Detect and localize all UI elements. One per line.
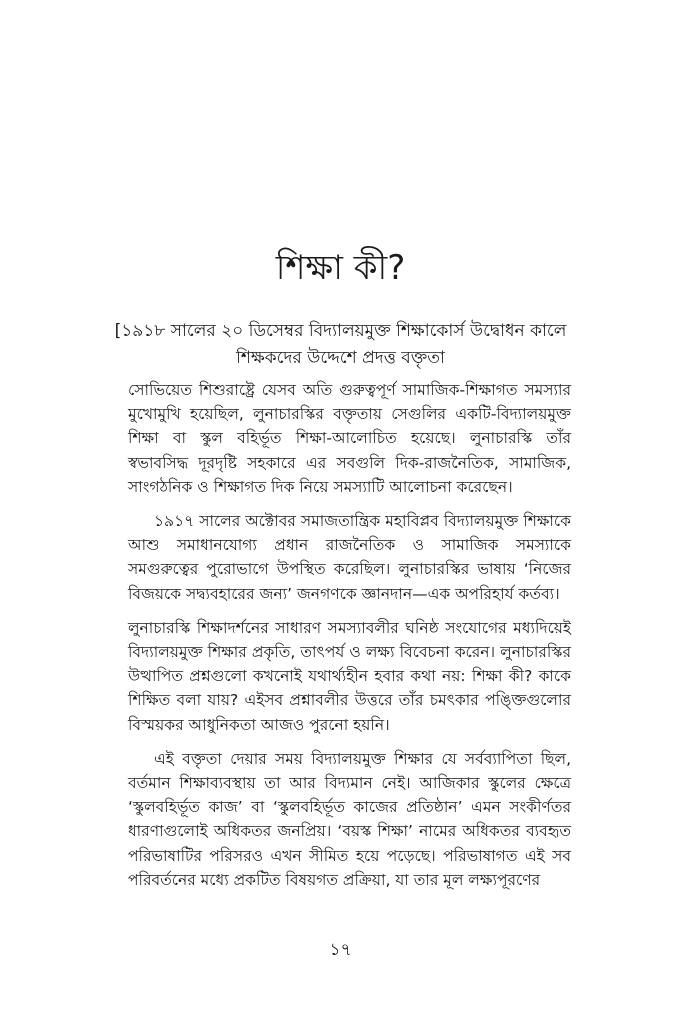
paragraph-3: লুনাচারস্কি শিক্ষাদর্শনের সাধারণ সমস্যাবলীর ঘনিষ্ঠ সংযোগের মধ্যদিয়েই বিদ্যালয়মুক্ত শিক্ষার প্রকৃতি, তাৎপর্য ও লক্ষ্য বিবেচনা করেন। লুনাচারস্কির উত্থাপিত প্রশ্নগুলো কখনোই যথার্থ্যহীন হবার কথা নয়: শিক্ষা কী? কাকে শিক্ষিত বলা যায়? এইসব প্রশ্নাবলীর উত্তরে তাঁর চমৎকার পঙ্ক্তিগুলোর বিস্ময়কর আধুনিকতা আজও পুরনো হয়নি। [128,618,571,734]
subtitle-line-2: শিক্ষকদের উদ্দেশে প্রদত্ত বক্তৃতা [236,348,445,368]
chapter-title: শিক্ষা কী? [275,248,406,288]
paragraph-1: সোভিয়েত শিশুরাষ্ট্রে যেসব অতি গুরুত্বপূর্ণ সামাজিক-শিক্ষাগত সমস্যার মুখোমুখি হয়েছিল, লুনাচারস্কির বক্তৃতায় সেগুলির একটি-বিদ্যালয়মুক্ত শিক্ষা বা স্কুল বহির্ভূত শিক্ষা-আলোচিত হয়েছে। লুনাচারস্কি তাঁর স্বভাবসিদ্ধ দূরদৃষ্টি সহকারে এর সবগুলি দিক-রাজনৈতিক, সামাজিক, সাংগঠনিক ও শিক্ষাগত দিক নিয়ে সমস্যাটি আলোচনা করেছেন। [128,381,571,496]
paragraph-4: এই বক্তৃতা দেয়ার সময় বিদ্যালয়মুক্ত শিক্ষার যে সর্বব্যাপিতা ছিল, বর্তমান শিক্ষাব্যবস্থায় তা আর বিদ্যমান নেই। আজিকার স্কুলের ক্ষেত্রে ‘স্কুলবহির্ভূত কাজ’ বা ‘স্কুলবহির্ভূত কাজের প্রতিষ্ঠান’ এমন সংকীর্ণতর ধারণাগুলোই অধিকতর জনপ্রিয়। ‘বয়স্ক শিক্ষা’ নামের অধিকতর ব্যবহৃত পরিভাষাটির পরিসরও এখন সীমিত হয়ে পড়েছে। পরিভাষাগত এই সব পরিবর্তনের মধ্যে প্রকটিত বিষয়গত প্রক্রিয়া, যা তার মূল লক্ষ্যপূরণের [128,749,571,889]
subtitle-line-1: [১৯১৮ সালের ২০ ডিসেম্বর বিদ্যালয়মুক্ত শিক্ষাকোর্স উদ্বোধন কালে [114,321,567,341]
page-number: ১৭ [329,940,352,960]
body-text [128,378,571,902]
paragraph-2: ১৯১৭ সালের অক্টোবর সমাজতান্ত্রিক মহাবিপ্লব বিদ্যালয়মুক্ত শিক্ষাকে আশু সমাধানযোগ্য প্রধান রাজনৈতিক ও সামাজিক সমস্যাকে সমগুরুত্বের পুরোভাগে উপস্থিত করেছিল। লুনাচারস্কির ভাষায় ‘নিজের বিজয়কে সদ্ব্যবহারের জন্য’ জনগণকে জ্ঞানদান—এক অপরিহার্য কর্তব্য। [128,512,571,603]
chapter-subtitle [100,318,581,372]
